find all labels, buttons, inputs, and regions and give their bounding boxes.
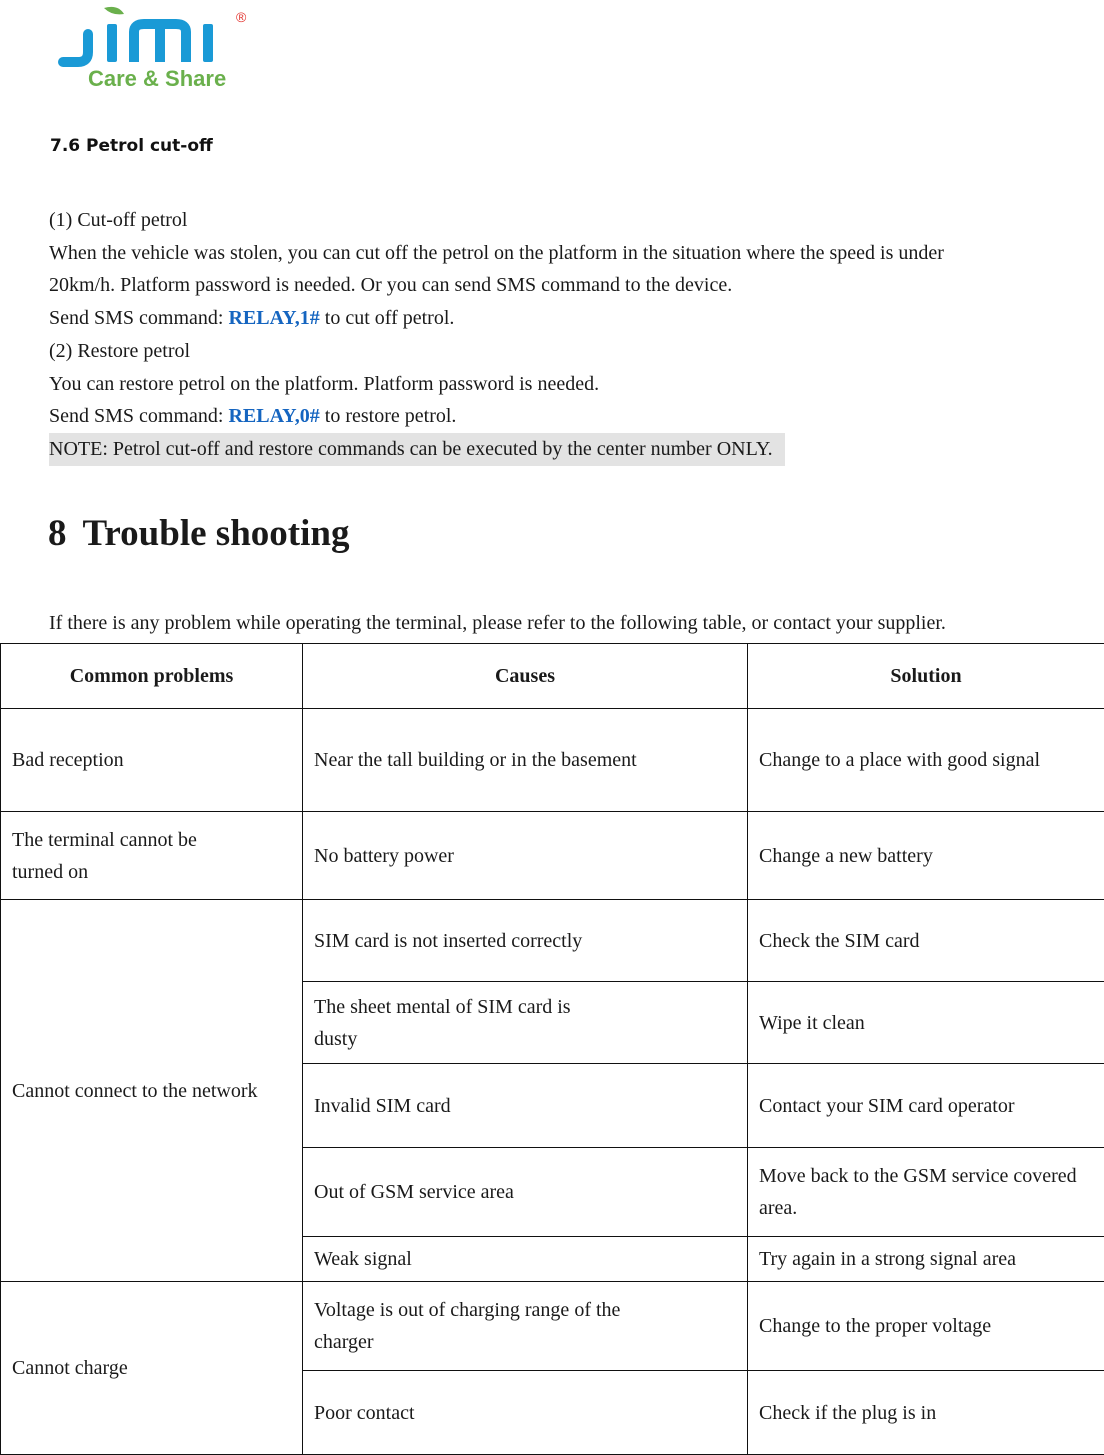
- restore-command-line: [49, 400, 1079, 433]
- solution-cell: Try again in a strong signal area: [748, 1237, 1104, 1282]
- solution-cell: Change to a place with good signal: [748, 709, 1104, 812]
- cause-cell: Out of GSM service area: [303, 1148, 748, 1237]
- note-line: [49, 433, 1079, 466]
- cause-cell: No battery power: [303, 812, 748, 900]
- restore-heading: (2) Restore petrol: [49, 335, 1079, 368]
- jimi-logo-graphic: [58, 2, 258, 92]
- header-causes: Causes: [303, 644, 748, 709]
- send-prefix: Send SMS command:: [49, 307, 228, 329]
- solution-cell: Change to the proper voltage: [748, 1282, 1104, 1371]
- restore-suffix: to restore petrol.: [320, 405, 457, 427]
- problem-cell: Bad reception: [1, 709, 303, 812]
- cutoff-desc-1: When the vehicle was stolen, you can cut off the petrol on the platform in the situation where the speed is under: [49, 237, 1079, 270]
- cause-cell: Near the tall building or in the basement: [303, 709, 748, 812]
- chapter-number: 8: [48, 513, 67, 554]
- solution-cell: Wipe it clean: [748, 982, 1104, 1064]
- table-header-row: [1, 644, 1104, 709]
- cause-cell: Voltage is out of charging range of the charger: [303, 1282, 748, 1371]
- chapter-heading: [48, 512, 349, 555]
- restore-command: RELAY,0#: [228, 405, 319, 427]
- solution-cell: Change a new battery: [748, 812, 1104, 900]
- chapter-title: Trouble shooting: [83, 513, 350, 554]
- send-prefix-2: Send SMS command:: [49, 405, 228, 427]
- note-highlight: NOTE: Petrol cut-off and restore commands can be executed by the center number ONLY.: [49, 433, 785, 466]
- cause-cell: The sheet mental of SIM card is dusty: [303, 982, 748, 1064]
- cutoff-heading: (1) Cut-off petrol: [49, 204, 1079, 237]
- problem-cell: The terminal cannot be turned on: [1, 812, 303, 900]
- logo-tagline: Care & Share: [88, 66, 226, 91]
- letter-m: [134, 24, 186, 62]
- restore-desc: You can restore petrol on the platform. Platform password is needed.: [49, 368, 1079, 401]
- problem-cell: Cannot charge: [1, 1282, 303, 1455]
- leaf-icon: [104, 7, 124, 15]
- cause-cell: Poor contact: [303, 1371, 748, 1455]
- cutoff-command: RELAY,1#: [228, 307, 319, 329]
- jimi-logo: [58, 2, 258, 92]
- trouble-table: [0, 643, 1104, 1455]
- solution-cell: Contact your SIM card operator: [748, 1064, 1104, 1148]
- header-solution: Solution: [748, 644, 1104, 709]
- cause-cell: SIM card is not inserted correctly: [303, 900, 748, 982]
- solution-cell: Move back to the GSM service covered area.: [748, 1148, 1104, 1237]
- problem-cell: Cannot connect to the network: [1, 900, 303, 1282]
- section-body: [49, 204, 1079, 466]
- letter-j: [63, 34, 88, 62]
- cutoff-suffix: to cut off petrol.: [320, 307, 455, 329]
- header-problems: Common problems: [1, 644, 303, 709]
- table-row: [1, 1282, 1104, 1371]
- section-title: 7.6 Petrol cut-off: [50, 136, 213, 156]
- table-row: [1, 709, 1104, 812]
- registered-mark: ®: [236, 9, 247, 25]
- chapter-intro: If there is any problem while operating the terminal, please refer to the following table, or contact your supplier.: [49, 612, 946, 635]
- solution-cell: Check the SIM card: [748, 900, 1104, 982]
- table-row: [1, 812, 1104, 900]
- cutoff-desc-2: 20km/h. Platform password is needed. Or you can send SMS command to the device.: [49, 269, 1079, 302]
- letter-i-2: [203, 24, 213, 62]
- cause-cell: Invalid SIM card: [303, 1064, 748, 1148]
- table-row: [1, 900, 1104, 982]
- cause-cell: Weak signal: [303, 1237, 748, 1282]
- cutoff-command-line: [49, 302, 1079, 335]
- letter-i: [107, 24, 117, 62]
- solution-cell: Check if the plug is in: [748, 1371, 1104, 1455]
